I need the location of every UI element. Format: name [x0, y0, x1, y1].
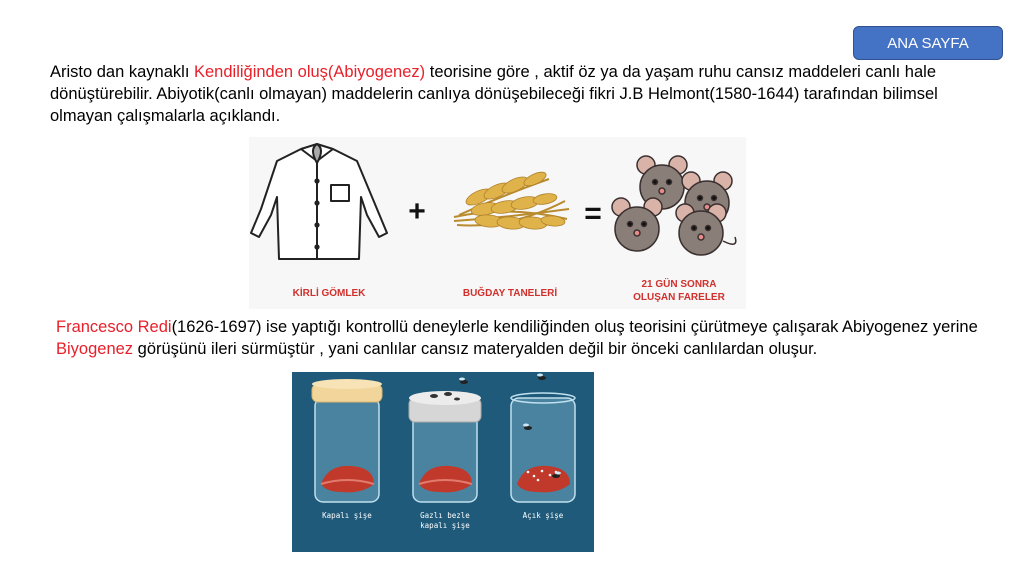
intro-paragraph [50, 61, 1000, 127]
caption-gauze-line1: Gazlı bezle [420, 511, 470, 520]
redi-paragraph [56, 316, 1001, 360]
redi-name: Francesco Redi [56, 318, 172, 336]
caption-dirty-shirt: KİRLİ GÖMLEK [292, 288, 366, 299]
open-jar-illustration [511, 393, 575, 502]
caption-mice-line1: 21 GÜN SONRA [641, 279, 717, 290]
caption-mice-line2: OLUŞAN FARELER [633, 292, 725, 303]
dirty-shirt-illustration [251, 144, 387, 259]
helmont-experiment-figure [249, 137, 746, 309]
caption-gauze-jar [405, 511, 485, 531]
mice-illustration [612, 156, 736, 255]
caption-gauze-line2: kapalı şişe [420, 521, 470, 530]
wheat-grains-illustration [454, 169, 569, 230]
intro-text-end: teorisine göre , aktif öz ya da yaşam ruhu cansız maddeleri canlı hale dönüştürebilir. Abiyotik(canlı olmayan) maddelerin canlıya dönüşebileceği fikri J.B Helmont(1580-1644) tarafından bilimsel olmayan çalışmalarla açıklandı. [50, 63, 938, 125]
caption-wheat-grains: BUĞDAY TANELERİ [462, 288, 558, 299]
gauze-covered-jar-illustration [409, 391, 481, 502]
redi-text-part1: (1626-1697) ise yaptığı kontrollü deneylerle kendiliğinden oluş teorisini çürütmeye çalışarak Abiyogenez yerine [171, 318, 978, 336]
caption-closed-jar: Kapalı şişe [322, 511, 372, 520]
plus-sign: + [408, 195, 426, 228]
abiogenesis-term: Kendiliğinden oluş(Abiyogenez) [194, 63, 426, 81]
intro-text-start: Aristo dan kaynaklı [50, 63, 194, 81]
biogenesis-term: Biyogenez [56, 340, 134, 358]
caption-open-jar: Açık şişe [522, 511, 564, 520]
equals-sign: = [584, 197, 602, 230]
redi-experiment-figure [292, 372, 594, 552]
home-button[interactable]: ANA SAYFA [853, 26, 1003, 60]
closed-jar-illustration [312, 379, 382, 502]
redi-text-part2: görüşünü ileri sürmüştür , yani canlılar cansız materyalden değil bir önceki canlılardan oluşur. [133, 340, 818, 358]
caption-mice [619, 278, 739, 304]
